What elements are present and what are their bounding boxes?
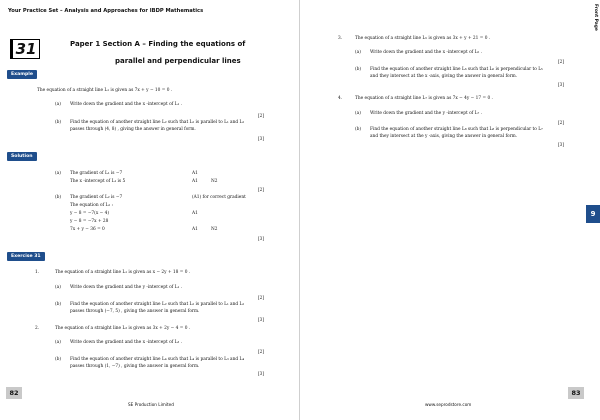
publisher-name: SE Production Limited (128, 402, 174, 407)
solution-b-line3: y − 8 = −7(x − 4) (70, 211, 110, 216)
solution-b-line5: 7x + y − 36 = 0 (70, 227, 105, 232)
q2-b-text1: Find the equation of another straight line L₄ such that L₄ is parallel to L₃ and L₄ (70, 357, 245, 362)
solution-b-label: (b) (55, 195, 62, 200)
q2-stem: The equation of a straight line L₃ is given as 3x + 2y − 4 = 0 . (55, 326, 191, 331)
q2-a-marks: [2] (258, 350, 265, 355)
section-title-line2: parallel and perpendicular lines (115, 57, 241, 65)
q1-a-marks: [2] (258, 296, 265, 301)
right-page (300, 0, 600, 420)
solution-b-line1: The gradient of L₂ is −7 (70, 195, 123, 200)
q4-b-text2: and they intersect at the y -axis, giving the answer in general form. (370, 134, 518, 139)
q3-a-text: Write down the gradient and the x -intercept of L₅ . (370, 50, 482, 55)
solution-a-label: (a) (55, 171, 61, 176)
example-a-text: Write down the gradient and the x -intercept of L₁ . (70, 102, 182, 107)
page-number-left: 82 (6, 387, 22, 399)
q4-b-marks: [3] (558, 143, 565, 148)
solution-a-line2: The x -intercept of L₁ is 5 (70, 179, 126, 184)
q1-a-text: Write down the gradient and the y -intercept of L₁ . (70, 285, 182, 290)
example-label: Example (7, 70, 37, 79)
page-number-right: 83 (568, 387, 584, 399)
example-a-label: (a) (55, 102, 61, 107)
chapter-tab: 9 (586, 205, 600, 223)
section-number-badge: 31 (10, 39, 40, 59)
solution-b-marks: [3] (258, 237, 265, 242)
q4-a-text: Write down the gradient and the y -intercept of L₇ . (370, 111, 482, 116)
q1-b-label: (b) (55, 302, 62, 307)
q3-stem: The equation of a straight line L₅ is given as 3x + y + 21 = 0 . (355, 36, 491, 41)
q4-stem: The equation of a straight line L₇ is given as 7x − 4y − 17 = 0 . (355, 96, 493, 101)
solution-a-line1: The gradient of L₁ is −7 (70, 171, 123, 176)
exercise-label: Exercise 31 (7, 252, 45, 261)
front-page-label: Front Page (593, 4, 598, 31)
section-title-line1: Paper 1 Section A – Finding the equations of (70, 40, 246, 48)
q3-b-marks: [3] (558, 83, 565, 88)
q3-b-label: (b) (355, 67, 362, 72)
q2-a-label: (a) (55, 340, 61, 345)
solution-a-line2-note: N2 (211, 179, 218, 184)
q2-number: 2. (35, 326, 40, 331)
solution-label: Solution (7, 152, 37, 161)
example-stem: The equation of a straight line L₁ is given as 7x + y − 10 = 0 . (37, 88, 173, 93)
solution-b-line2: The equation of L₂ : (70, 203, 113, 208)
q1-stem: The equation of a straight line L₁ is given as x − 2y + 18 = 0 . (55, 270, 191, 275)
q1-b-marks: [3] (258, 318, 265, 323)
q4-number: 4. (338, 96, 343, 101)
solution-a-line1-mark: A1 (192, 171, 198, 176)
q2-b-label: (b) (55, 357, 62, 362)
q3-b-text1: Find the equation of another straight line L₆ such that L₆ is perpendicular to L₅ (370, 67, 543, 72)
example-b-text1: Find the equation of another straight line L₂ such that L₂ is parallel to L₁ and L₂ (70, 120, 245, 125)
q2-b-text2: passes through (1, −7) , giving the answer in general form. (70, 364, 200, 369)
q4-b-label: (b) (355, 127, 362, 132)
q4-a-marks: [2] (558, 121, 565, 126)
q3-a-label: (a) (355, 50, 361, 55)
q1-number: 1. (35, 270, 40, 275)
solution-b-line5-note: N2 (211, 227, 218, 232)
example-a-marks: [2] (258, 114, 265, 119)
q1-b-text2: passes through (−7, 5) , giving the answer in general form. (70, 309, 200, 314)
solution-b-line3-mark: A1 (192, 211, 198, 216)
example-b-text2: passes through (4, 8) , giving the answer in general form. (70, 127, 196, 132)
example-b-label: (b) (55, 120, 62, 125)
q4-a-label: (a) (355, 111, 361, 116)
solution-b-line5-mark: A1 (192, 227, 198, 232)
solution-b-line4: y − 8 = −7x + 28 (70, 219, 109, 224)
publisher-website: www.seprodstore.com (425, 402, 472, 407)
q3-number: 3. (338, 36, 343, 41)
solution-a-line2-mark: A1 (192, 179, 198, 184)
solution-b-line1-mark: (A1) for correct gradient (192, 195, 246, 200)
q3-b-text2: and they intersect at the x -axis, giving the answer in general form. (370, 74, 518, 79)
q1-a-label: (a) (55, 285, 61, 290)
solution-a-marks: [2] (258, 188, 265, 193)
q1-b-text1: Find the equation of another straight line L₂ such that L₂ is parallel to L₁ and L₂ (70, 302, 245, 307)
book-title: Your Practice Set – Analysis and Approaches for IBDP Mathematics (8, 8, 204, 14)
q4-b-text1: Find the equation of another straight line L₈ such that L₈ is perpendicular to L₇ (370, 127, 543, 132)
example-b-marks: [3] (258, 137, 265, 142)
q2-b-marks: [3] (258, 372, 265, 377)
q2-a-text: Write down the gradient and the x -intercept of L₃ . (70, 340, 182, 345)
q3-a-marks: [2] (558, 60, 565, 65)
